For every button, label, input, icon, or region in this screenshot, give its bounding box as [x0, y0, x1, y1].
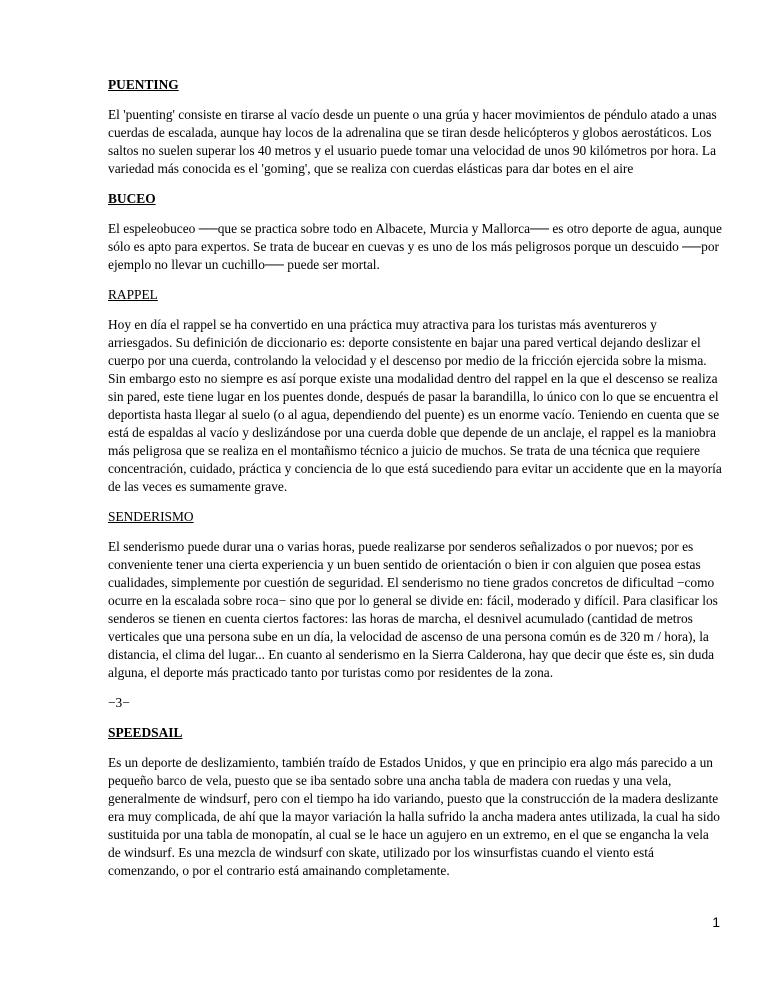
paragraph-buceo: El espeleobuceo ──que se practica sobre todo en Albacete, Murcia y Mallorca── es otro deporte de agua, aunque sólo es apto para expertos. Se trata de bucear en cuevas y es uno de los más peligrosos porque un descuido ──por ejemplo no llevar un cuchillo── puede ser mortal.: [108, 221, 722, 272]
heading-rappel: RAPPEL: [108, 287, 158, 302]
page-number: 1: [712, 914, 720, 930]
heading-speedsail: SPEEDSAIL: [108, 725, 183, 740]
paragraph-puenting: El 'puenting' consiste en tirarse al vacío desde un puente o una grúa y hacer movimientos de péndulo atado a unas cuerdas de escalada, aunque hay locos de la adrenalina que se tiran desde helicópteros y globos aerostáticos. Los saltos no suelen superar los 40 metros y el usuario puede tomar una velocidad de unos 90 kilómetros por hora. La variedad más conocida es el 'goming', que se realiza con cuerdas elásticas para dar botes en el aire: [108, 107, 717, 176]
paragraph-senderismo: El senderismo puede durar una o varias horas, puede realizarse por senderos señalizados o por nuevos; por es conveniente tener una cierta experiencia y un buen sentido de orientación o bien ir con alguien que posea estas cualidades, simplemente por cuestión de seguridad. El senderismo no tiene grados concretos de dificultad −como ocurre en la escalada sobre roca− sino que por lo general se divide en: fácil, moderado y difícil. Para clasificar los senderos se tienen en cuenta ciertos factores: las horas de marcha, el desnivel acumulado (cantidad de metros verticales que una persona sube en un día, la velocidad de ascenso de una persona común es de 320 m / hora), la distancia, el clima del lugar... En cuanto al senderismo en la Sierra Calderona, hay que decir que éste es, sin duda alguna, el deporte más practicado tanto por turistas como por residentes de la zona.: [108, 539, 718, 680]
heading-buceo: BUCEO: [108, 191, 156, 206]
paragraph-rappel: Hoy en día el rappel se ha convertido en una práctica muy atractiva para los turistas más aventureros y arriesgados. Su definición de diccionario es: deporte consistente en bajar una pared vertical dejando deslizar el cuerpo por una cuerda, controlando la velocidad y el descenso por medio de la fricción ejercida sobre la misma. Sin embargo esto no siempre es así porque existe una modalidad dentro del rappel en la que el descenso se realiza sin pared, este tiene lugar en los puentes donde, después de pasar la barandilla, lo único con lo que se encuentra el deportista hasta llegar al suelo (o al agua, dependiendo del puente) es un enorme vacío. Teniendo en cuenta que se está de espaldas al vacío y deslizándose por una cuerda doble que depende de un anclaje, el rappel es la maniobra más peligrosa que se realiza en el montañismo técnico a juicio de muchos. Se trata de una técnica que requiere concentración, cuidado, práctica y conciencia de lo que está sucediendo para evitar un accidente que en la mayoría de las veces es sumamente grave.: [108, 317, 722, 494]
heading-puenting: PUENTING: [108, 77, 179, 92]
page-marker: −3−: [108, 695, 130, 710]
paragraph-speedsail: Es un deporte de deslizamiento, también traído de Estados Unidos, y que en principio era algo más parecido a un pequeño barco de vela, puesto que se iba sentado sobre una ancha tabla de madera con ruedas y una vela, generalmente de windsurf, pero con el tiempo ha ido variando, puesto que la construcción de la madera deslizante era muy complicada, de ahí que la mayor variación la halla sufrido la ancha madera antes utilizada, la cual ha sido sustituida por una tabla de monopatín, al cual se le hace un agujero en un extremo, en el que se engancha la vela de windsurf. Es una mezcla de windsurf con skate, utilizado por los winsurfistas cuando el viento está comenzando, o por el contrario está amainando completamente.: [108, 755, 720, 878]
document-page: [108, 76, 724, 892]
heading-senderismo: SENDERISMO: [108, 509, 194, 524]
